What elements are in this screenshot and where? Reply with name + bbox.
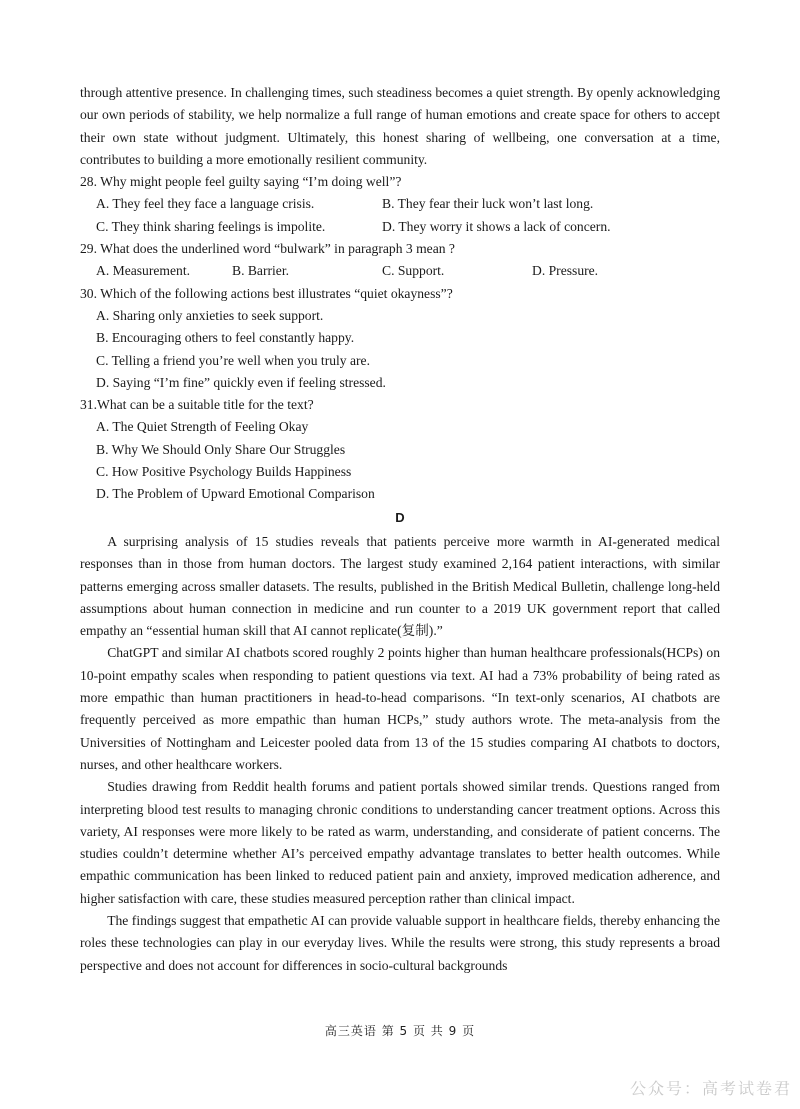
question-28-option-d: D. They worry it shows a lack of concern. — [382, 218, 611, 234]
question-31-option-b: B. Why We Should Only Share Our Struggles — [96, 441, 346, 457]
section-d-heading: D — [395, 509, 405, 525]
question-28-option-a: A. They feel they face a language crisis. — [96, 196, 315, 212]
question-29-option-c: C. Support. — [382, 263, 445, 279]
question-30-option-d: D. Saying “I’m fine” quickly even if feeling stressed. — [96, 374, 386, 390]
question-31-stem: 31.What can be a suitable title for the text? — [80, 397, 314, 413]
question-29-option-a: A. Measurement. — [96, 263, 190, 279]
question-29 — [80, 238, 720, 283]
question-30 — [80, 283, 720, 394]
section-d-paragraph-1: A surprising analysis of 15 studies reveals that patients perceive more warmth in AI-generated medical responses than in those from human doctors. The largest study examined 2,164 patient interactions, with similar patterns emerging across smaller datasets. The results, published in the British Medical Bulletin, challenge long-held assumptions about human connection in medicine and run counter to a 2019 UK government report that called empathy an “essential human skill that AI cannot replicate(复制).” — [80, 533, 720, 639]
watermark: 公众号：高考试卷君 — [629, 1079, 792, 1098]
exam-page — [80, 82, 720, 977]
page-footer: 高三英语 第 5 页 共 9 页 — [324, 1024, 476, 1038]
section-d-paragraph-2: ChatGPT and similar AI chatbots scored roughly 2 points higher than human healthcare professionals(HCPs) on 10-point empathy scales when responding to patient questions via text. AI had a 73% probability of being rated as more empathic than human practitioners in head-to-head comparisons. “In text-only scenarios, AI chatbots are frequently perceived as more empathic than human HCPs,” study authors wrote. The meta-analysis from the Universities of Nottingham and Leicester pooled data from 13 of the 15 studies comparing AI chatbots to doctors, nurses, and other healthcare workers. — [80, 645, 720, 772]
question-29-option-d: D. Pressure. — [532, 263, 599, 279]
question-28-option-c: C. They think sharing feelings is impolite. — [96, 218, 326, 234]
question-28-option-b: B. They fear their luck won’t last long. — [382, 196, 594, 212]
question-31-option-c: C. How Positive Psychology Builds Happiness — [96, 464, 352, 480]
question-31-option-a: A. The Quiet Strength of Feeling Okay — [96, 419, 309, 435]
question-29-stem: 29. What does the underlined word “bulwark” in paragraph 3 mean ? — [80, 241, 455, 257]
question-29-option-b: B. Barrier. — [232, 263, 290, 279]
question-30-option-a: A. Sharing only anxieties to seek support. — [96, 307, 324, 323]
question-31-option-d: D. The Problem of Upward Emotional Comparison — [96, 486, 375, 502]
question-30-option-c: C. Telling a friend you’re well when you truly are. — [96, 352, 370, 368]
question-28-stem: 28. Why might people feel guilty saying “I’m doing well”? — [80, 174, 402, 190]
section-d-paragraph-4: The findings suggest that empathetic AI can provide valuable support in healthcare fields, thereby enhancing the roles these technologies can play in our everyday lives. While the results were strong, this study represents a broad perspective and does not account for differences in socio-cultural backgrounds — [80, 912, 720, 973]
question-28 — [80, 171, 720, 238]
section-d-paragraph-3: Studies drawing from Reddit health forums and patient portals showed similar trends. Questions ranged from interpreting blood test results to managing chronic conditions to understanding cancer treatment options. Across this variety, AI responses were more likely to be rated as warm, understanding, and considerate of patient concerns. The studies couldn’t determine whether AI’s perceived empathy advantage translates to better health outcomes. While empathic communication has been linked to reduced patient pain and anxiety, improved medication adherence, and higher satisfaction with care, these studies measured perception rather than clinical impact. — [80, 779, 720, 906]
question-31 — [80, 394, 720, 505]
question-30-stem: 30. Which of the following actions best illustrates “quiet okayness”? — [80, 285, 453, 301]
question-30-option-b: B. Encouraging others to feel constantly happy. — [96, 330, 355, 346]
passage-c-ending: through attentive presence. In challenging times, such steadiness becomes a quiet strength. By openly acknowledging our own periods of stability, we help normalize a full range of human emotions and create space for others to accept their own state without judgment. Ultimately, this honest sharing of wellbeing, one conversation at a time, contributes to building a more emotionally resilient community. — [80, 85, 720, 167]
